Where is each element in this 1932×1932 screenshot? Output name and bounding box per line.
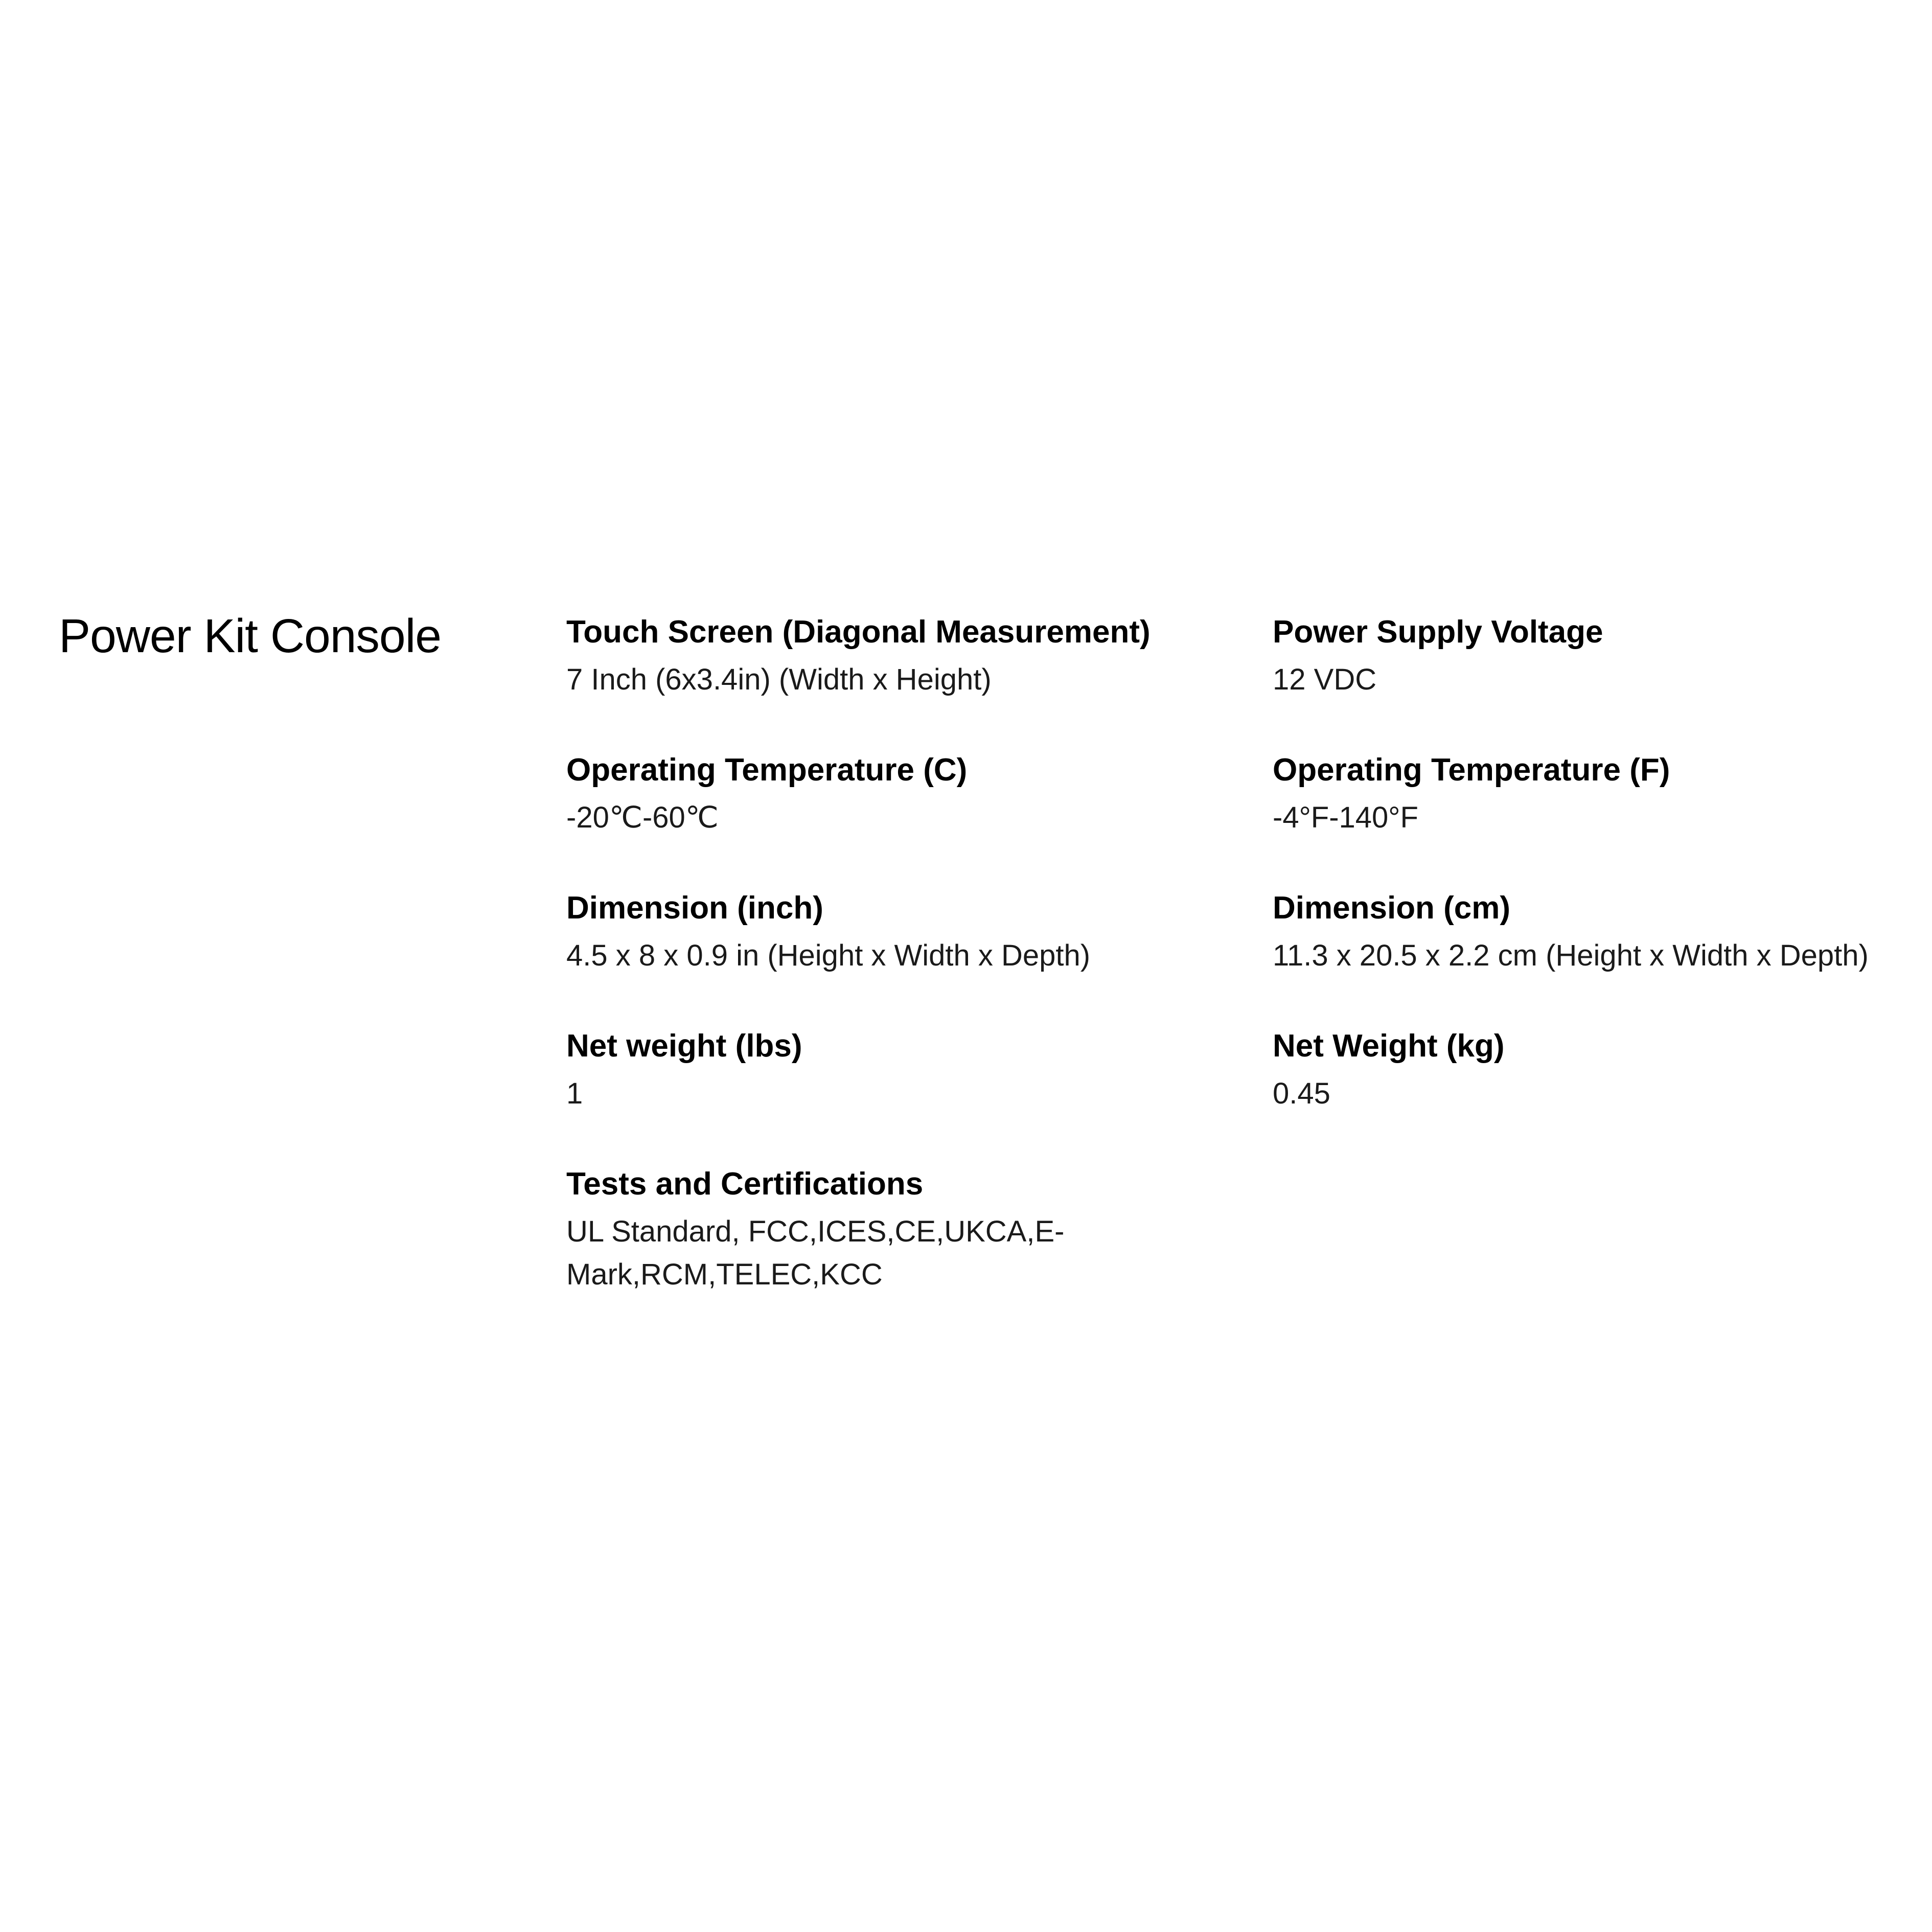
spec-value: 4.5 x 8 x 0.9 in (Height x Width x Depth) — [566, 939, 1091, 973]
spec-label: Operating Temperature (F) — [1273, 752, 1670, 788]
spec-net-weight-lbs — [566, 1027, 1231, 1115]
spec-value: 0.45 — [1273, 1077, 1330, 1111]
spec-value: 7 Inch (6x3.4in) (Width x Height) — [566, 663, 992, 697]
spec-label: Power Supply Voltage — [1273, 614, 1603, 650]
spec-dimension-cm — [1273, 889, 1932, 977]
spec-label: Operating Temperature (C) — [566, 752, 968, 788]
spec-label: Dimension (cm) — [1273, 890, 1511, 926]
spec-tests-and-certifications — [566, 1165, 1231, 1296]
spec-label: Dimension (inch) — [566, 890, 823, 926]
spec-value: 12 VDC — [1273, 663, 1377, 697]
spec-dimension-inch — [566, 889, 1231, 977]
spec-label: Touch Screen (Diagonal Measurement) — [566, 614, 1151, 650]
spec-label: Net weight (lbs) — [566, 1028, 802, 1064]
spec-label: Tests and Certifications — [566, 1166, 924, 1202]
spec-operating-temperature-f — [1273, 751, 1932, 839]
product-title: Power Kit Console — [59, 609, 442, 662]
spec-net-weight-kg — [1273, 1027, 1932, 1115]
spec-touch-screen — [566, 613, 1231, 701]
spec-value: -20℃-60℃ — [566, 801, 719, 835]
spec-value: 1 — [566, 1077, 583, 1111]
spec-power-supply-voltage — [1273, 613, 1932, 701]
spec-value: -4°F-140°F — [1273, 801, 1418, 835]
spec-value: UL Standard, FCC,ICES,CE,UKCA,E-Mark,RCM,TELEC,KCC — [566, 1215, 1065, 1292]
spec-value: 11.3 x 20.5 x 2.2 cm (Height x Width x Depth) — [1273, 939, 1869, 973]
spec-operating-temperature-c — [566, 751, 1231, 839]
spec-label: Net Weight (kg) — [1273, 1028, 1505, 1064]
